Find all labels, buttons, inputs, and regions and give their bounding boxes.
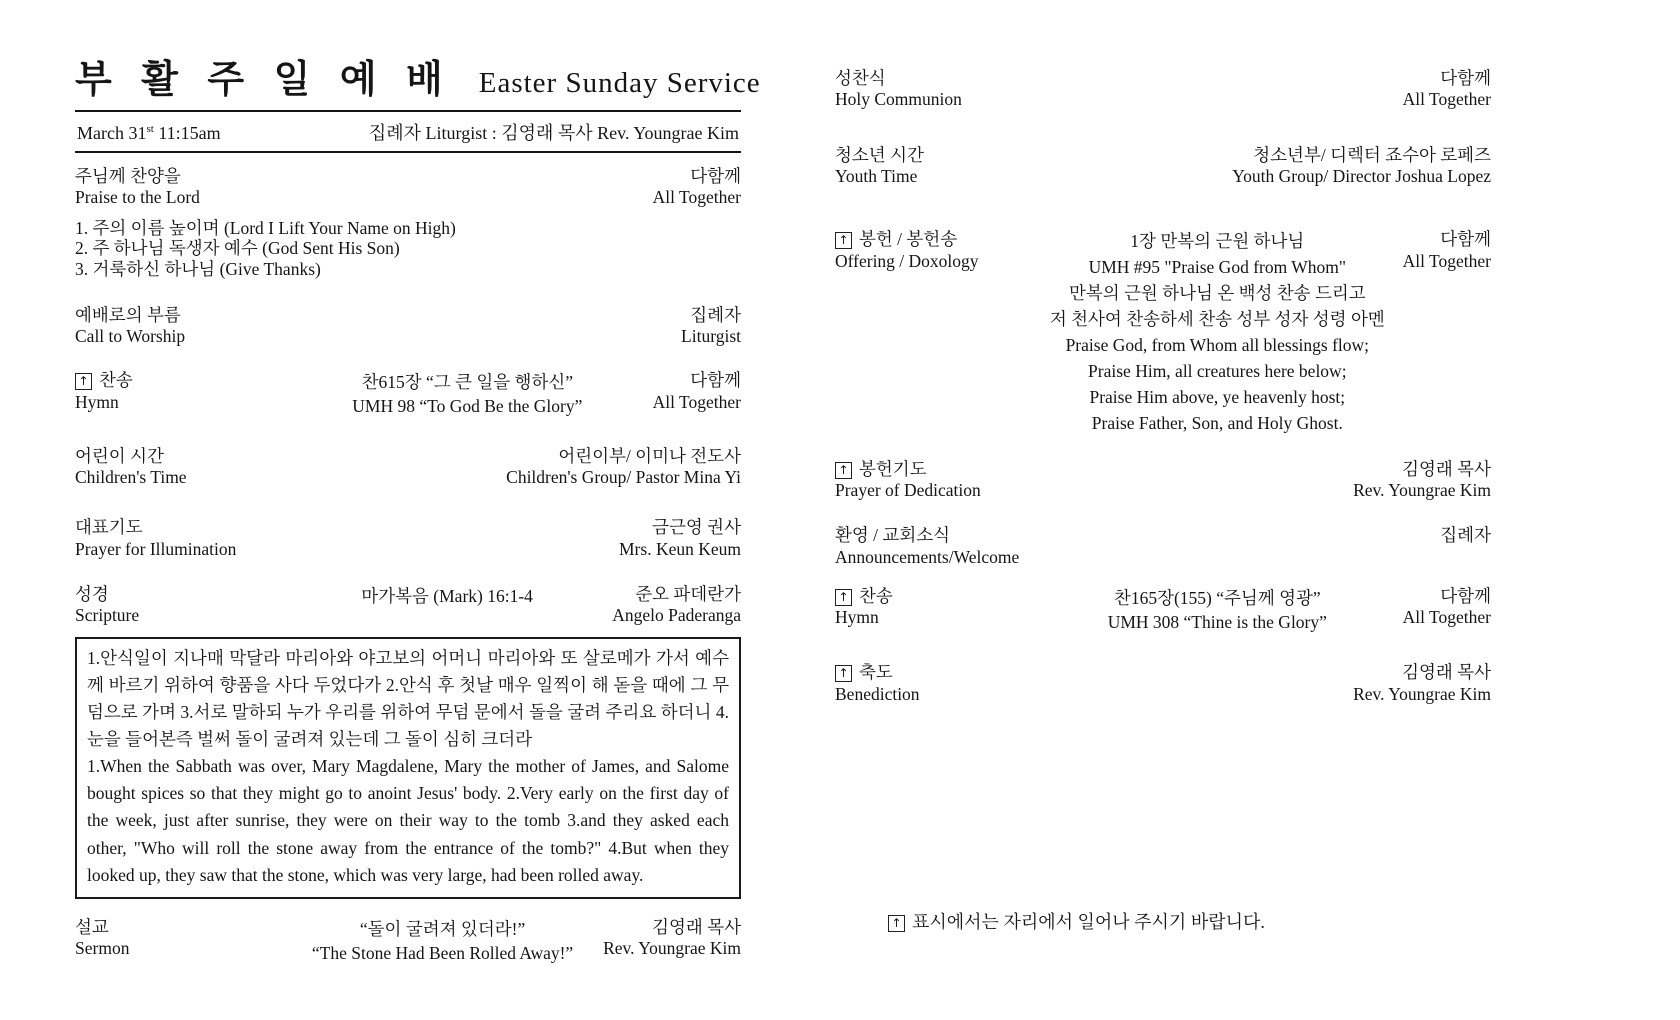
section-performer: 다함께 All Together — [1402, 585, 1491, 628]
section-label: 성경 Scripture — [75, 583, 140, 626]
doxology-lyrics: 1장 만복의 근원 하나님 UMH #95 "Praise God from Whom" 만복의 근원 하나님 온 백성 찬송 드리고 저 천사여 찬송하세 찬송 성부 성자 성령 아멘 Praise God, from Whom all blessings flow; Praise Him, all creatures here below; Praise Him above, ye heavenly host; Praise Father, Son, and Holy Ghost. — [1049, 231, 1385, 433]
section-hymn — [75, 370, 741, 418]
scripture-box — [75, 637, 741, 899]
song-item: 3. 거룩하신 하나님 (Give Thanks) — [75, 258, 321, 279]
section-hymn-2 — [835, 586, 1491, 634]
section-performer: 어린이부/ 이미나 전도사 Children's Group/ Pastor Mina Yi — [506, 445, 741, 487]
section-performer: 금근영 권사 Mrs. Keun Keum — [619, 517, 741, 559]
section-prayer-illumination — [75, 517, 741, 560]
section-label: 청소년 시간 Youth Time — [835, 144, 924, 187]
section-label: 성찬식 Holy Communion — [835, 68, 962, 110]
scripture-text-korean: 1.안식일이 지나매 막달라 마리아와 야고보의 어머니 마리아와 또 살로메가 가서 예수께 바르기 위하여 향품을 사다 두었다가 2.안식 후 첫날 매우 일찍이 해 돋을 때에 그 무덤으로 가며 3.서로 말하되 누가 우리를 위하여 무덤 문에서 돌을 굴려 주리요 하더니 4.눈을 들어본즉 벌써 돌이 굴려져 있는데 그 돌이 심히 크더라 — [87, 647, 729, 750]
praise-song-list — [75, 218, 741, 280]
subheader-divider — [75, 151, 741, 153]
page-title-korean: 부 활 주 일 예 배 — [75, 59, 453, 101]
section-label: ↑ 찬송 Hymn — [835, 585, 893, 628]
section-performer: 다함께 All Together — [652, 166, 741, 208]
section-call-to-worship — [75, 305, 741, 348]
section-performer: 김영래 목사 Rev. Youngrae Kim — [1353, 458, 1491, 500]
section-performer: 집례자 — [1440, 525, 1491, 546]
section-performer: 집례자 Liturgist — [681, 304, 741, 346]
stand-arrow-icon: ↑ — [888, 915, 905, 932]
section-offering-doxology — [835, 229, 1491, 436]
footer-note-text: 표시에서는 자리에서 일어나 주시기 바랍니다. — [912, 912, 1265, 932]
hymn-titles: 찬165장(155) “주님께 영광” UMH 308 “Thine is the Glory” — [1107, 587, 1327, 633]
song-item: 2. 주 하나님 독생자 예수 (God Sent His Son) — [75, 238, 400, 259]
section-label: ↑ 찬송 Hymn — [75, 370, 133, 412]
hymn-titles: 찬615장 “그 큰 일을 행하신” UMH 98 “To God Be the Glory” — [352, 372, 583, 417]
section-scripture — [75, 584, 741, 627]
section-childrens-time — [75, 446, 741, 489]
section-label: 설교 Sermon — [75, 916, 130, 959]
footer-note — [888, 908, 1265, 934]
stand-arrow-icon: ↑ — [835, 232, 852, 249]
left-column — [75, 0, 761, 965]
section-label: 어린이 시간 Children's Time — [75, 445, 187, 487]
section-performer: 준오 파데란가 Angelo Paderanga — [612, 583, 741, 626]
section-label: 환영 / 교회소식 Announcements/Welcome — [835, 525, 1020, 567]
section-performer: 청소년부/ 디렉터 죠수아 로페즈 Youth Group/ Director Joshua Lopez — [1232, 144, 1491, 187]
section-sermon — [75, 917, 741, 965]
scripture-text-english: 1.When the Sabbath was over, Mary Magdalene, Mary the mother of James, and Salome bought spices so that they might go to anoint Jesus' body. 2.Very early on the first day of the week, just after sunrise, they were on their way to the tomb 3.and they asked each other, "Who will roll the stone away from the entrance of the tomb?" 4.But when they looked up, they saw that the stone, which was very large, had been rolled away. — [87, 756, 729, 885]
section-label: 주님께 찬양을 Praise to the Lord — [75, 166, 200, 208]
stand-arrow-icon: ↑ — [835, 589, 852, 606]
section-label: 대표기도 Prayer for Illumination — [75, 517, 237, 559]
section-label: 예배로의 부름 Call to Worship — [75, 304, 186, 346]
section-label: ↑ 봉헌기도 Prayer of Dedication — [835, 458, 981, 500]
right-column — [835, 0, 1491, 705]
section-performer: 다함께 All Together — [1402, 229, 1491, 271]
service-datetime: March 31st 11:15am — [77, 123, 221, 143]
section-announcements — [835, 525, 1491, 568]
section-label: ↑ 축도 Benediction — [835, 662, 920, 704]
stand-arrow-icon: ↑ — [75, 373, 92, 390]
stand-arrow-icon: ↑ — [835, 462, 852, 479]
section-prayer-dedication — [835, 459, 1491, 502]
section-performer: 김영래 목사 Rev. Youngrae Kim — [603, 916, 741, 959]
section-label: ↑ 봉헌 / 봉헌송 Offering / Doxology — [835, 229, 979, 271]
section-benediction — [835, 662, 1491, 705]
section-performer: 다함께 All Together — [652, 370, 741, 412]
sermon-title: “돌이 굴려져 있더라!” “The Stone Had Been Rolled Away!” — [311, 918, 574, 963]
scripture-reference: 마가복음 (Mark) 16:1-4 — [361, 585, 533, 606]
song-item: 1. 주의 이름 높이며 (Lord I Lift Your Name on High) — [75, 217, 456, 238]
section-performer: 다함께 All Together — [1402, 68, 1491, 110]
stand-arrow-icon: ↑ — [835, 665, 852, 682]
page-title-english: Easter Sunday Service — [478, 67, 761, 99]
header-title — [75, 48, 761, 103]
section-performer: 김영래 목사 Rev. Youngrae Kim — [1353, 662, 1491, 704]
subheader-row — [75, 112, 741, 151]
section-holy-communion — [835, 68, 1491, 111]
liturgist-line: 집례자 Liturgist : 김영래 목사 Rev. Youngrae Kim — [368, 123, 739, 143]
section-youth-time — [835, 145, 1491, 188]
section-praise — [75, 166, 741, 280]
